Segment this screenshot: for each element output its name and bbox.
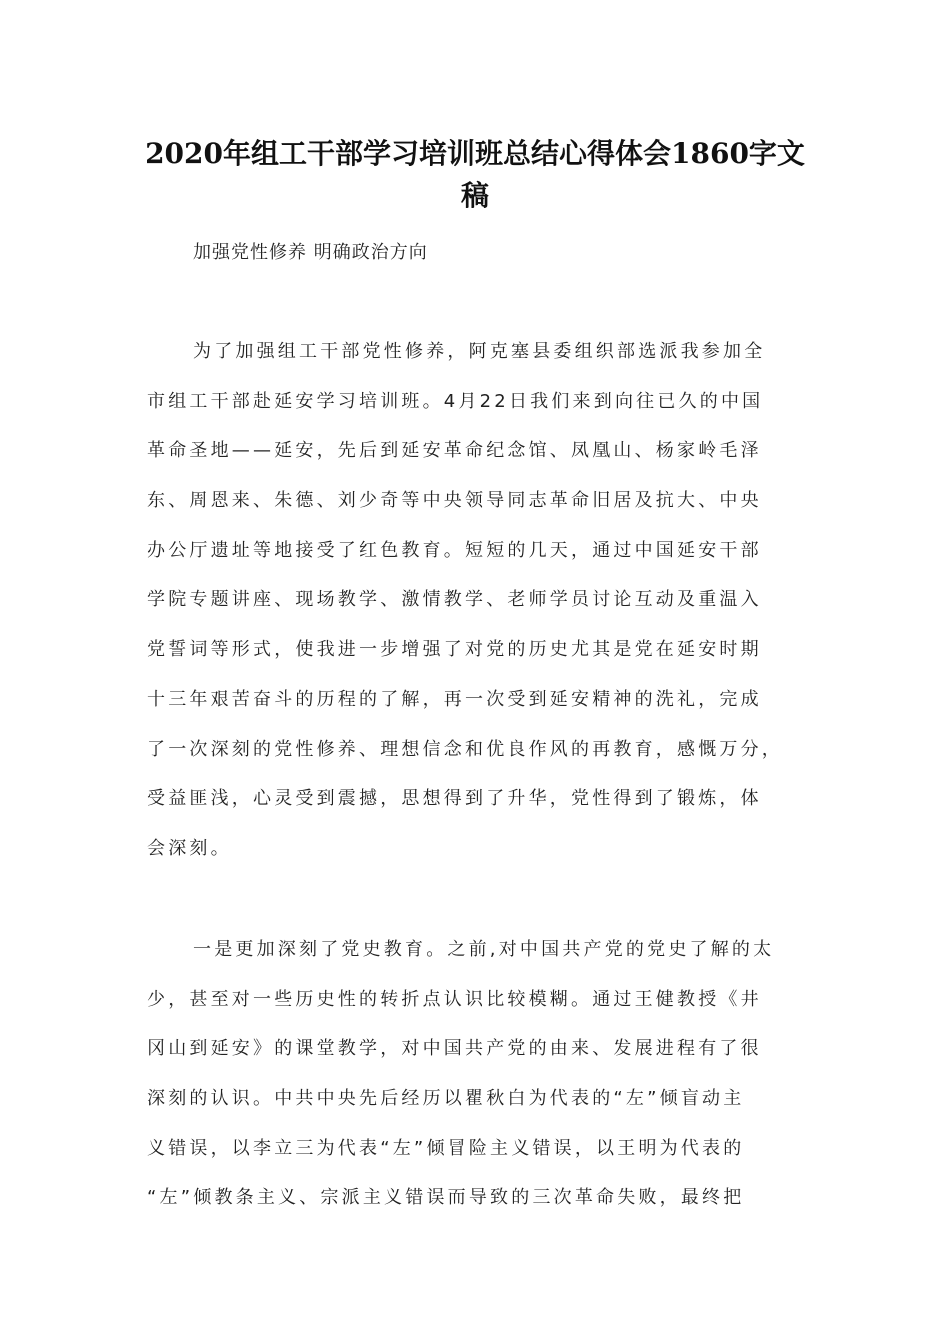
paragraph-line: 少，甚至对一些历史性的转折点认识比较模糊。通过王健教授《井 <box>147 988 762 1010</box>
paragraph-line: 十三年艰苦奋斗的历程的了解，再一次受到延安精神的洗礼，完成 <box>147 688 762 710</box>
paragraph-line: 了一次深刻的党性修养、理想信念和优良作风的再教育，感慨万分， <box>147 738 783 760</box>
paragraph-line: 会深刻。 <box>147 837 232 859</box>
paragraph-line: 学院专题讲座、现场教学、激情教学、老师学员讨论互动及重温入 <box>147 589 762 611</box>
paragraph-line: 党誓词等形式，使我进一步增强了对党的历史尤其是党在延安时期 <box>147 639 762 661</box>
paragraph-line: 义错误，以李立三为代表“左”倾冒险主义错误，以王明为代表的 <box>147 1137 745 1159</box>
paragraph-line: 深刻的认识。中共中央先后经历以瞿秋白为代表的“左”倾盲动主 <box>147 1088 745 1110</box>
paragraph-party-history <box>147 937 812 1235</box>
paragraph-line: 革命圣地——延安，先后到延安革命纪念馆、凤凰山、杨家岭毛泽 <box>147 440 762 462</box>
paragraph-line: 东、周恩来、朱德、刘少奇等中央领导同志革命旧居及抗大、中央 <box>147 490 762 512</box>
paragraph-line: 为了加强组工干部党性修养，阿克塞县委组织部选派我参加全 <box>193 341 766 362</box>
section-subheading: 加强党性修养 明确政治方向 <box>193 242 428 263</box>
paragraph-line: 市组工干部赴延安学习培训班。4月22日我们来到向往已久的中国 <box>147 390 764 412</box>
paragraph-line: 受益匪浅，心灵受到震撼，思想得到了升华，党性得到了锻炼，体 <box>147 788 762 810</box>
paragraph-line: 办公厅遗址等地接受了红色教育。短短的几天，通过中国延安干部 <box>147 539 762 561</box>
title-line: 稿 <box>460 179 489 212</box>
title-line: 2020年组工干部学习培训班总结心得体会1860字文 <box>145 137 805 170</box>
document-title <box>140 133 810 217</box>
paragraph-line: 一是更加深刻了党史教育。之前,对中国共产党的党史了解的太 <box>193 939 775 960</box>
paragraph-intro <box>147 339 812 886</box>
paragraph-line: “左”倾教条主义、宗派主义错误而导致的三次革命失败，最终把 <box>147 1187 745 1209</box>
paragraph-line: 冈山到延安》的课堂教学，对中国共产党的由来、发展进程有了很 <box>147 1038 762 1060</box>
